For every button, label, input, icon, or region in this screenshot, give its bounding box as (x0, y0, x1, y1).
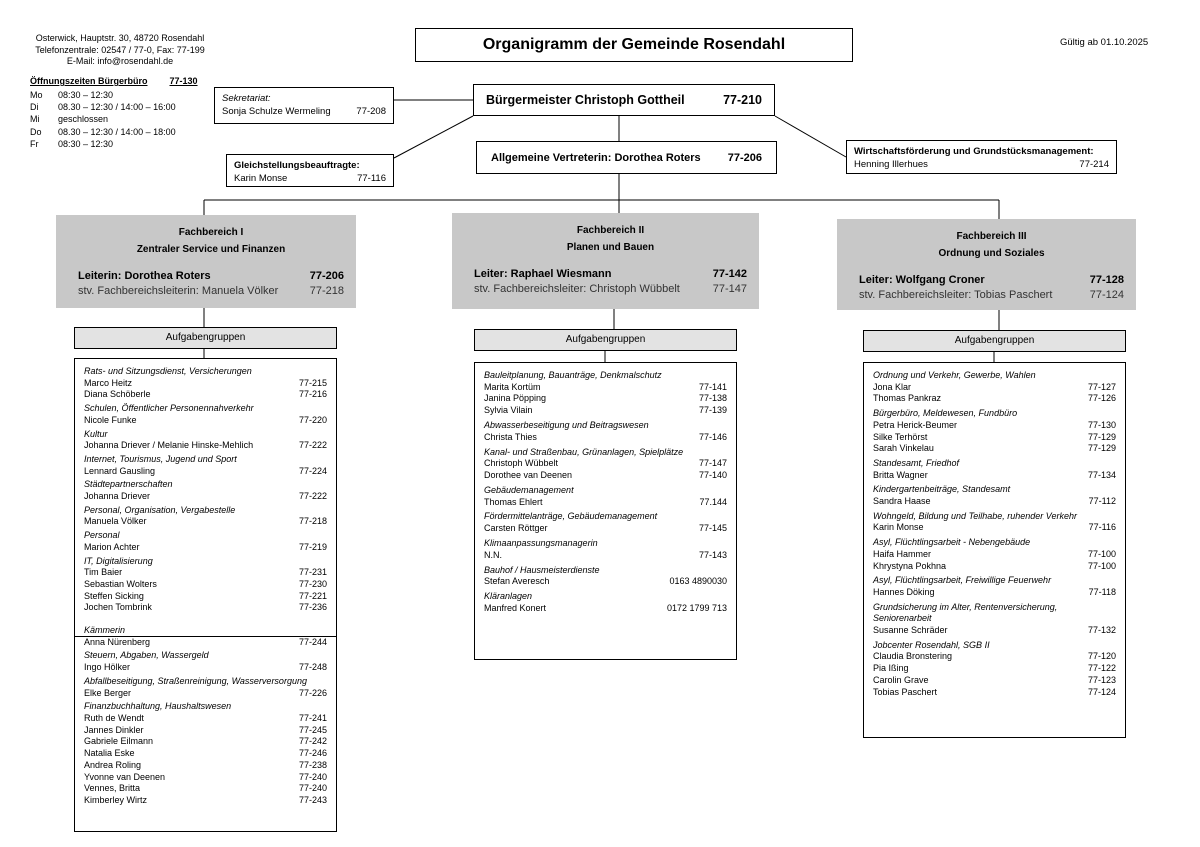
mayor-label: Bürgermeister Christoph Gottheil (486, 93, 685, 107)
staff-name: Vennes, Britta (84, 783, 141, 794)
staff-name: Elke Berger (84, 687, 132, 698)
staff-phone: 77-226 (298, 687, 327, 698)
staff-entry (84, 567, 327, 579)
task-group-title: Personal, Organisation, Vergabestelle (84, 504, 236, 515)
staff-phone: 0163 4890030 (669, 576, 727, 587)
staff-name: Thomas Pankraz (873, 393, 942, 404)
staff-name: Carolin Grave (873, 674, 929, 685)
staff-name: Silke Terhörst (873, 431, 928, 442)
staff-phone: 77-146 (698, 431, 727, 442)
staff-name: Claudia Bronstering (873, 651, 953, 662)
staff-name: Stefan Averesch (484, 576, 550, 587)
staff-entry (84, 466, 327, 478)
staff-entry (873, 393, 1116, 405)
staff-name: Janina Pöpping (484, 393, 547, 404)
staff-phone: 77-218 (298, 516, 327, 527)
staff-name: Carsten Röttger (484, 523, 548, 534)
lead-phone: 77-142 (712, 268, 747, 280)
task-group-title: Städtepartnerschaften (84, 479, 173, 490)
task-group-title: IT, Digitalisierung (84, 555, 153, 566)
phone-line: Telefonzentrale: 02547 / 77-0, Fax: 77-199 (35, 44, 205, 55)
staff-name: Sylvia Vilain (484, 405, 533, 416)
staff-entry (484, 393, 727, 405)
staff-phone: 0172 1799 713 (666, 602, 727, 613)
staff-entry (484, 382, 727, 394)
staff-phone: 77-248 (298, 662, 327, 673)
staff-phone: 77-236 (298, 602, 327, 613)
task-group-title: Rats- und Sitzungsdienst, Versicherungen (84, 366, 252, 376)
valid-from: Gültig ab 01.10.2025 (1060, 37, 1149, 48)
staff-entry (484, 603, 727, 615)
task-group-title: Bauleitplanung, Bauanträge, Denkmalschutz (484, 370, 662, 380)
task-group-title: Steuern, Abgaben, Wassergeld (84, 650, 209, 661)
staff-name: Marita Kortüm (484, 381, 541, 392)
address-line: Osterwick, Hauptstr. 30, 48720 Rosendahl (35, 33, 205, 43)
department-deputy (859, 289, 1124, 301)
task-group-title: Bürgerbüro, Meldewesen, Fundbüro (873, 408, 1018, 419)
staff-entry (84, 662, 327, 674)
staff-name: Johanna Driever (84, 491, 151, 502)
staff-name: Andrea Roling (84, 759, 142, 770)
staff-entry (873, 651, 1116, 663)
task-group-title: Kindergartenbeiträge, Standesamt (873, 484, 1011, 495)
staff-entry (873, 587, 1116, 599)
staff-name: Haifa Hammer (873, 548, 932, 559)
staff-name: Steffen Sicking (84, 590, 144, 601)
staff-phone: 77-222 (298, 440, 327, 451)
staff-name: Natalia Eske (84, 748, 135, 759)
deputy-box (476, 141, 777, 174)
time: 08:30 – 12:30 (58, 90, 114, 100)
page-title: Organigramm der Gemeinde Rosendahl (415, 28, 853, 62)
staff-name: Britta Wagner (873, 469, 928, 480)
staff-entry (84, 637, 327, 649)
department-fb3 (837, 219, 1136, 310)
staff-name: Jona Klar (873, 381, 912, 392)
staff-name: Khrystyna Pokhna (873, 560, 947, 571)
department-subtitle: Planen und Bauen (566, 242, 655, 253)
staff-entry (84, 772, 327, 784)
staff-phone: 77-230 (298, 578, 327, 589)
staff-entry (84, 688, 327, 700)
opening-hours-title (30, 76, 198, 86)
staff-entry (84, 725, 327, 737)
department-lead (859, 274, 1124, 286)
staff-phone: 77-100 (1087, 548, 1116, 559)
staff-entry (873, 432, 1116, 444)
staff-entry (484, 432, 727, 444)
time: 08.30 – 12:30 / 14:00 – 18:00 (58, 126, 176, 137)
task-group-title: Asyl, Flüchtlingsarbeit, Freiwillige Feuerwehr (873, 575, 1052, 586)
time: 08:30 – 12:30 (58, 138, 114, 149)
staff-entry (873, 420, 1116, 432)
task-group-title: Kämmerin (84, 625, 126, 636)
economy-phone: 77-214 (1079, 159, 1109, 170)
staff-entry (873, 382, 1116, 394)
staff-entry (873, 561, 1116, 573)
staff-entry (84, 783, 327, 795)
staff-name: Christa Thies (484, 431, 537, 442)
deputy-phone: 77-124 (1089, 289, 1124, 301)
staff-phone: 77-127 (1087, 381, 1116, 392)
staff-name: Jochen Tombrink (84, 602, 152, 613)
staff-phone: 77-244 (298, 636, 327, 647)
staff-entry (84, 440, 327, 452)
aufgabengruppen-header-fb1: Aufgabengruppen (74, 327, 337, 349)
day: Mi (30, 114, 40, 125)
task-group-title: Standesamt, Friedhof (873, 457, 960, 468)
staff-entry (873, 443, 1116, 455)
staff-phone: 77-240 (298, 771, 327, 782)
staff-phone: 77-224 (298, 465, 327, 476)
task-list-fb1 (74, 358, 337, 832)
staff-phone: 77-147 (698, 458, 727, 469)
aufgabengruppen-header-fb2: Aufgabengruppen (474, 329, 737, 351)
staff-entry (84, 516, 327, 528)
staff-entry (484, 550, 727, 562)
staff-entry (484, 523, 727, 535)
staff-phone: 77-122 (1087, 663, 1116, 674)
department-title: Fachbereich II (576, 225, 645, 236)
list-spacer (84, 614, 327, 625)
economy-name: Henning Illerhues (854, 159, 928, 170)
staff-entry (84, 491, 327, 503)
staff-phone: 77-221 (298, 590, 327, 601)
staff-name: Sandra Haase (873, 496, 931, 507)
secretariat-box (214, 87, 394, 124)
staff-phone: 77-219 (298, 541, 327, 552)
staff-phone: 77-245 (298, 724, 327, 735)
staff-phone: 77-123 (1087, 674, 1116, 685)
staff-name: Susanne Schräder (873, 625, 948, 636)
deputy-name: stv. Fachbereichsleiterin: Manuela Völker (78, 285, 279, 297)
staff-entry (84, 579, 327, 591)
task-list-fb2 (474, 362, 737, 660)
department-fb1 (56, 215, 356, 308)
staff-phone: 77.144 (699, 496, 727, 507)
deputy-phone: 77-206 (727, 151, 762, 164)
deputy-phone: 77-147 (712, 283, 747, 295)
staff-entry (84, 378, 327, 390)
task-group-title: Internet, Tourismus, Jugend und Sport (84, 453, 237, 464)
staff-name: Manfred Konert (484, 602, 547, 613)
task-group-title: Kultur (84, 428, 108, 439)
task-group-title: Wohngeld, Bildung und Teilhabe, ruhender Verkehr (873, 510, 1077, 521)
staff-phone: 77-241 (298, 712, 327, 723)
department-deputy (474, 283, 747, 295)
staff-name: Lennard Gausling (84, 465, 156, 476)
staff-phone: 77-138 (698, 393, 727, 404)
staff-name: Karin Monse (873, 522, 924, 533)
staff-phone: 77-126 (1087, 393, 1116, 404)
day: Di (30, 102, 39, 113)
staff-name: Sarah Vinkelau (873, 443, 934, 454)
equality-phone: 77-116 (357, 173, 386, 184)
staff-name: Gabriele Eilmann (84, 736, 154, 747)
economy-label: Wirtschaftsförderung und Grundstücksmanagement: (854, 146, 1094, 157)
staff-name: Kimberley Wirtz (84, 794, 148, 805)
equality-box (226, 154, 394, 187)
staff-phone: 77-242 (298, 736, 327, 747)
staff-phone: 77-112 (1088, 496, 1116, 507)
task-group-title: Jobcenter Rosendahl, SGB II (873, 639, 990, 650)
staff-phone: 77-243 (298, 794, 327, 805)
staff-phone: 77-130 (1087, 419, 1116, 430)
day: Fr (30, 138, 39, 149)
staff-entry (84, 542, 327, 554)
mayor-box (473, 84, 775, 116)
task-group-title: Bauhof / Hausmeisterdienste (484, 564, 600, 575)
staff-phone: 77-129 (1087, 443, 1116, 454)
deputy-name: stv. Fachbereichsleiter: Christoph Wübbelt (474, 283, 680, 295)
department-fb2 (452, 213, 759, 309)
staff-phone: 77-116 (1088, 522, 1116, 533)
secretariat-label: Sekretariat: (222, 93, 271, 104)
staff-name: Thomas Ehlert (484, 496, 543, 507)
staff-phone: 77-118 (1088, 586, 1116, 597)
staff-phone: 77-134 (1087, 469, 1116, 480)
task-group-title: Grundsicherung im Alter, Rentenversicherung, Seniorenarbeit (873, 601, 1058, 624)
deputy-name: stv. Fachbereichsleiter: Tobias Paschert (859, 289, 1053, 301)
department-title: Fachbereich III (956, 231, 1027, 242)
opening-hours-phone: 77-130 (169, 76, 198, 86)
staff-entry (84, 795, 327, 807)
staff-entry (84, 389, 327, 401)
task-group-title: Kanal- und Straßenbau, Grünanlagen, Spielplätze (484, 446, 684, 457)
staff-name: Sebastian Wolters (84, 578, 157, 589)
staff-phone: 77-238 (298, 759, 327, 770)
staff-name: Petra Herick-Beumer (873, 419, 958, 430)
contact-address (20, 33, 220, 68)
staff-name: Christoph Wübbelt (484, 458, 559, 469)
staff-entry (484, 405, 727, 417)
task-group-title: Abfallbeseitigung, Straßenreinigung, Wasserversorgung (84, 675, 307, 686)
staff-entry (873, 675, 1116, 687)
department-title: Fachbereich I (178, 227, 244, 238)
staff-name: Yvonne van Deenen (84, 771, 166, 782)
staff-name: Tim Baier (84, 567, 123, 578)
staff-name: Dorothee van Deenen (484, 470, 573, 480)
staff-phone: 77-140 (698, 470, 727, 480)
staff-entry (873, 625, 1116, 637)
staff-name: Johanna Driever / Melanie Hinske-Mehlich (84, 440, 254, 451)
lead-name: Leiterin: Dorothea Roters (78, 270, 211, 282)
staff-entry (84, 713, 327, 725)
staff-phone: 77-120 (1087, 651, 1116, 662)
staff-phone: 77-124 (1087, 686, 1116, 697)
staff-name: Anna Nürenberg (84, 636, 151, 647)
staff-phone: 77-246 (298, 748, 327, 759)
time: geschlossen (58, 114, 109, 125)
department-lead (78, 270, 344, 282)
lead-phone: 77-128 (1089, 274, 1124, 286)
staff-phone: 77-215 (298, 377, 327, 388)
email-line: E-Mail: info@rosendahl.de (66, 56, 174, 66)
secretariat-name: Sonja Schulze Wermeling (222, 106, 331, 117)
staff-entry (84, 591, 327, 603)
staff-entry (873, 522, 1116, 534)
department-lead (474, 268, 747, 280)
staff-entry (484, 458, 727, 470)
staff-phone: 77-132 (1087, 625, 1116, 636)
task-list-fb3 (863, 362, 1126, 738)
opening-hours-label: Öffnungszeiten Bürgerbüro (30, 76, 148, 86)
equality-label: Gleichstellungsbeauftragte: (234, 160, 360, 171)
staff-phone: 77-139 (698, 405, 727, 416)
staff-name: N.N. (484, 549, 502, 560)
staff-name: Ingo Hölker (84, 662, 131, 673)
staff-phone: 77-231 (298, 567, 327, 578)
staff-phone: 77-240 (298, 783, 327, 794)
list-divider (74, 636, 337, 637)
staff-name: Pia Ißing (873, 663, 909, 674)
day: Mo (30, 90, 43, 100)
staff-entry (84, 602, 327, 614)
mayor-phone: 77-210 (723, 93, 762, 107)
staff-entry (873, 470, 1116, 482)
staff-phone: 77-145 (698, 523, 727, 534)
staff-entry (484, 470, 727, 482)
lead-phone: 77-206 (309, 270, 344, 282)
task-group-title: Personal (84, 530, 120, 541)
task-group-title: Kläranlagen (484, 591, 533, 602)
lead-name: Leiter: Raphael Wiesmann (474, 268, 612, 280)
staff-entry (84, 760, 327, 772)
secretariat-phone: 77-208 (356, 106, 386, 117)
staff-entry (873, 549, 1116, 561)
staff-name: Ruth de Wendt (84, 712, 144, 723)
staff-phone: 77-222 (298, 491, 327, 502)
task-group-title: Finanzbuchhaltung, Haushaltswesen (84, 701, 232, 712)
task-group-title: Asyl, Flüchtlingsarbeit - Nebengebäude (873, 537, 1031, 548)
deputy-phone: 77-218 (309, 285, 344, 297)
staff-name: Nicole Funke (84, 414, 137, 425)
deputy-label: Allgemeine Vertreterin: Dorothea Roters (491, 151, 701, 164)
staff-name: Marco Heitz (84, 377, 133, 388)
staff-phone: 77-216 (298, 389, 327, 400)
staff-entry (873, 496, 1116, 508)
staff-entry (84, 748, 327, 760)
task-group-title: Ordnung und Verkehr, Gewerbe, Wahlen (873, 370, 1036, 380)
staff-phone: 77-129 (1087, 431, 1116, 442)
economy-box (846, 140, 1117, 174)
time: 08.30 – 12:30 / 14:00 – 16:00 (58, 102, 176, 113)
staff-name: Jannes Dinkler (84, 724, 144, 735)
opening-hours-table (30, 89, 176, 150)
task-group-title: Gebäudemanagement (484, 484, 574, 495)
department-subtitle: Zentraler Service und Finanzen (136, 244, 286, 255)
staff-phone: 77-141 (698, 381, 727, 392)
staff-phone: 77-100 (1087, 560, 1116, 571)
staff-entry (873, 663, 1116, 675)
staff-phone: 77-143 (698, 549, 727, 560)
task-group-title: Abwasserbeseitigung und Beitragswesen (484, 420, 649, 430)
staff-phone: 77-220 (298, 414, 327, 425)
task-group-title: Fördermittelanträge, Gebäudemanagement (484, 511, 658, 522)
staff-name: Diana Schöberle (84, 389, 151, 400)
staff-entry (873, 687, 1116, 699)
equality-name: Karin Monse (234, 173, 288, 184)
staff-entry (484, 497, 727, 509)
staff-name: Manuela Völker (84, 516, 147, 527)
task-group-title: Schulen, Öffentlicher Personennahverkehr (84, 403, 254, 414)
aufgabengruppen-header-fb3: Aufgabengruppen (863, 330, 1126, 352)
department-subtitle: Ordnung und Soziales (938, 248, 1045, 259)
staff-name: Marion Achter (84, 541, 140, 552)
staff-entry (84, 736, 327, 748)
task-group-title: Klimaanpassungsmanagerin (484, 538, 598, 549)
lead-name: Leiter: Wolfgang Croner (859, 274, 985, 286)
staff-entry (84, 415, 327, 427)
staff-name: Tobias Paschert (873, 686, 938, 697)
department-deputy (78, 285, 344, 297)
staff-name: Hannes Döking (873, 586, 935, 597)
day: Do (30, 126, 42, 137)
staff-entry (484, 576, 727, 588)
